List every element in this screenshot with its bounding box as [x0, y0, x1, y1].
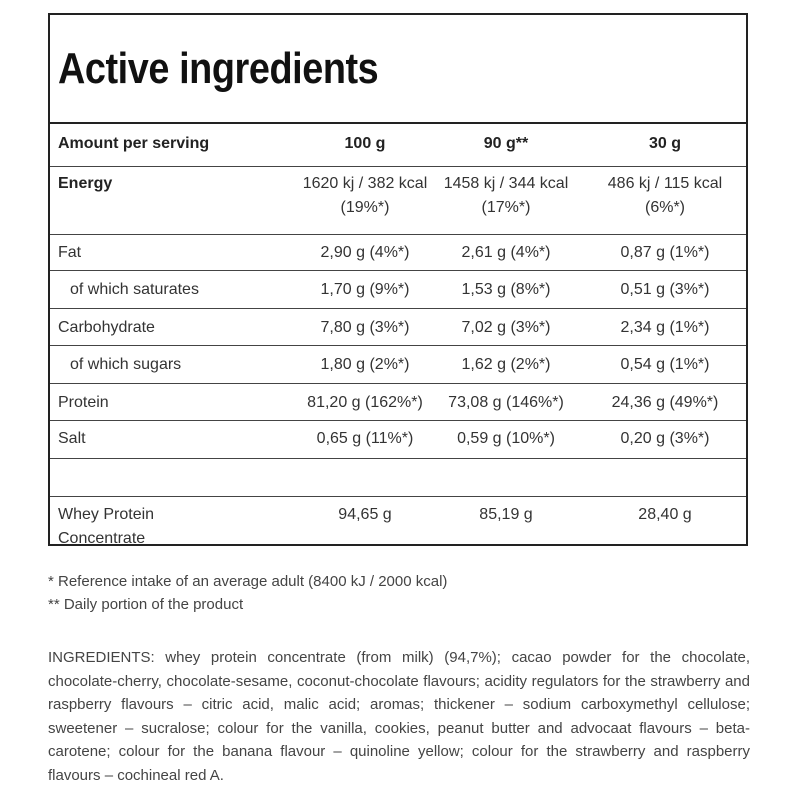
- header-label: Amount per serving: [58, 135, 210, 152]
- energy-90g-line1: 1458 kj / 344 kcal: [443, 175, 569, 192]
- sugars-30g: 0,54 g (1%*): [620, 356, 710, 373]
- sugars-100g: 1,80 g (2%*): [320, 356, 410, 373]
- table-row-empty: [50, 458, 746, 496]
- saturates-100g: 1,70 g (9%*): [320, 281, 410, 298]
- row-label-protein: Protein: [58, 394, 109, 411]
- page-title: Active ingredients: [58, 44, 379, 93]
- salt-100g: 0,65 g (11%*): [316, 430, 414, 447]
- table-row-whey: [50, 496, 746, 546]
- table-row-sugars: [50, 345, 746, 383]
- fat-30g: 0,87 g (1%*): [620, 244, 710, 261]
- row-label-saturates: of which saturates: [70, 281, 199, 298]
- row-label-salt: Salt: [58, 430, 86, 447]
- table-header-row: [50, 124, 746, 166]
- salt-90g: 0,59 g (10%*): [457, 430, 555, 447]
- saturates-30g: 0,51 g (3%*): [620, 281, 710, 298]
- energy-90g-line2: (17%*): [481, 199, 531, 216]
- table-row-fat: [50, 234, 746, 270]
- table-row-saturates: [50, 270, 746, 308]
- table-row-energy: [50, 166, 746, 234]
- energy-100g-line1: 1620 kj / 382 kcal: [302, 175, 428, 192]
- protein-100g: 81,20 g (162%*): [307, 394, 423, 411]
- fat-90g: 2,61 g (4%*): [461, 244, 551, 261]
- row-label-whey-line1: Whey Protein: [58, 506, 155, 523]
- table-row-protein: [50, 383, 746, 420]
- row-label-energy: Energy: [58, 175, 113, 192]
- carbohydrate-100g: 7,80 g (3%*): [320, 319, 410, 336]
- row-label-carbohydrate: Carbohydrate: [58, 319, 155, 336]
- header-col-100g: 100 g: [344, 135, 386, 152]
- header-col-30g: 30 g: [648, 135, 681, 152]
- footnotes: [48, 570, 447, 616]
- row-label-sugars: of which sugars: [70, 356, 182, 373]
- energy-30g-line2: (6%*): [644, 199, 685, 216]
- energy-100g-line2: (19%*): [340, 199, 390, 216]
- ingredients-text: INGREDIENTS: whey protein concentrate (from milk) (94,7%); cacao powder for the chocolate, chocolate-cherry, chocolate-sesame, coconut-chocolate flavours; acidity regulators for the strawberry and raspberry flavours – citric acid, malic acid; aromas; thickener – sodium carboxymethyl cellulose; sweetener – sucralose; colour for the vanilla, cookies, peanut butter and advocaat flavours – beta-carotene; colour for the banana flavour – quinoline yellow; colour for the strawberry and raspberry flavours – cochineal red A.: [48, 649, 750, 784]
- table-row-salt: [50, 420, 746, 458]
- footnote-daily-portion: ** Daily portion of the product: [48, 596, 244, 613]
- sugars-90g: 1,62 g (2%*): [461, 356, 551, 373]
- carbohydrate-30g: 2,34 g (1%*): [620, 319, 710, 336]
- whey-30g: 28,40 g: [638, 506, 692, 523]
- table-row-carbohydrate: [50, 308, 746, 345]
- energy-30g-line1: 486 kj / 115 kcal: [607, 175, 723, 192]
- header-col-90g: 90 g**: [483, 135, 529, 152]
- carbohydrate-90g: 7,02 g (3%*): [461, 319, 551, 336]
- row-label-fat: Fat: [58, 244, 82, 261]
- whey-90g: 85,19 g: [479, 506, 533, 523]
- nutrition-panel: [48, 13, 748, 546]
- salt-30g: 0,20 g (3%*): [620, 430, 710, 447]
- saturates-90g: 1,53 g (8%*): [461, 281, 551, 298]
- whey-100g: 94,65 g: [338, 506, 392, 523]
- footnote-reference-intake: * Reference intake of an average adult (8400 kJ / 2000 kcal): [48, 573, 448, 590]
- fat-100g: 2,90 g (4%*): [320, 244, 410, 261]
- row-label-whey-line2: Concentrate: [58, 530, 146, 547]
- protein-90g: 73,08 g (146%*): [448, 394, 564, 411]
- protein-30g: 24,36 g (49%*): [611, 394, 719, 411]
